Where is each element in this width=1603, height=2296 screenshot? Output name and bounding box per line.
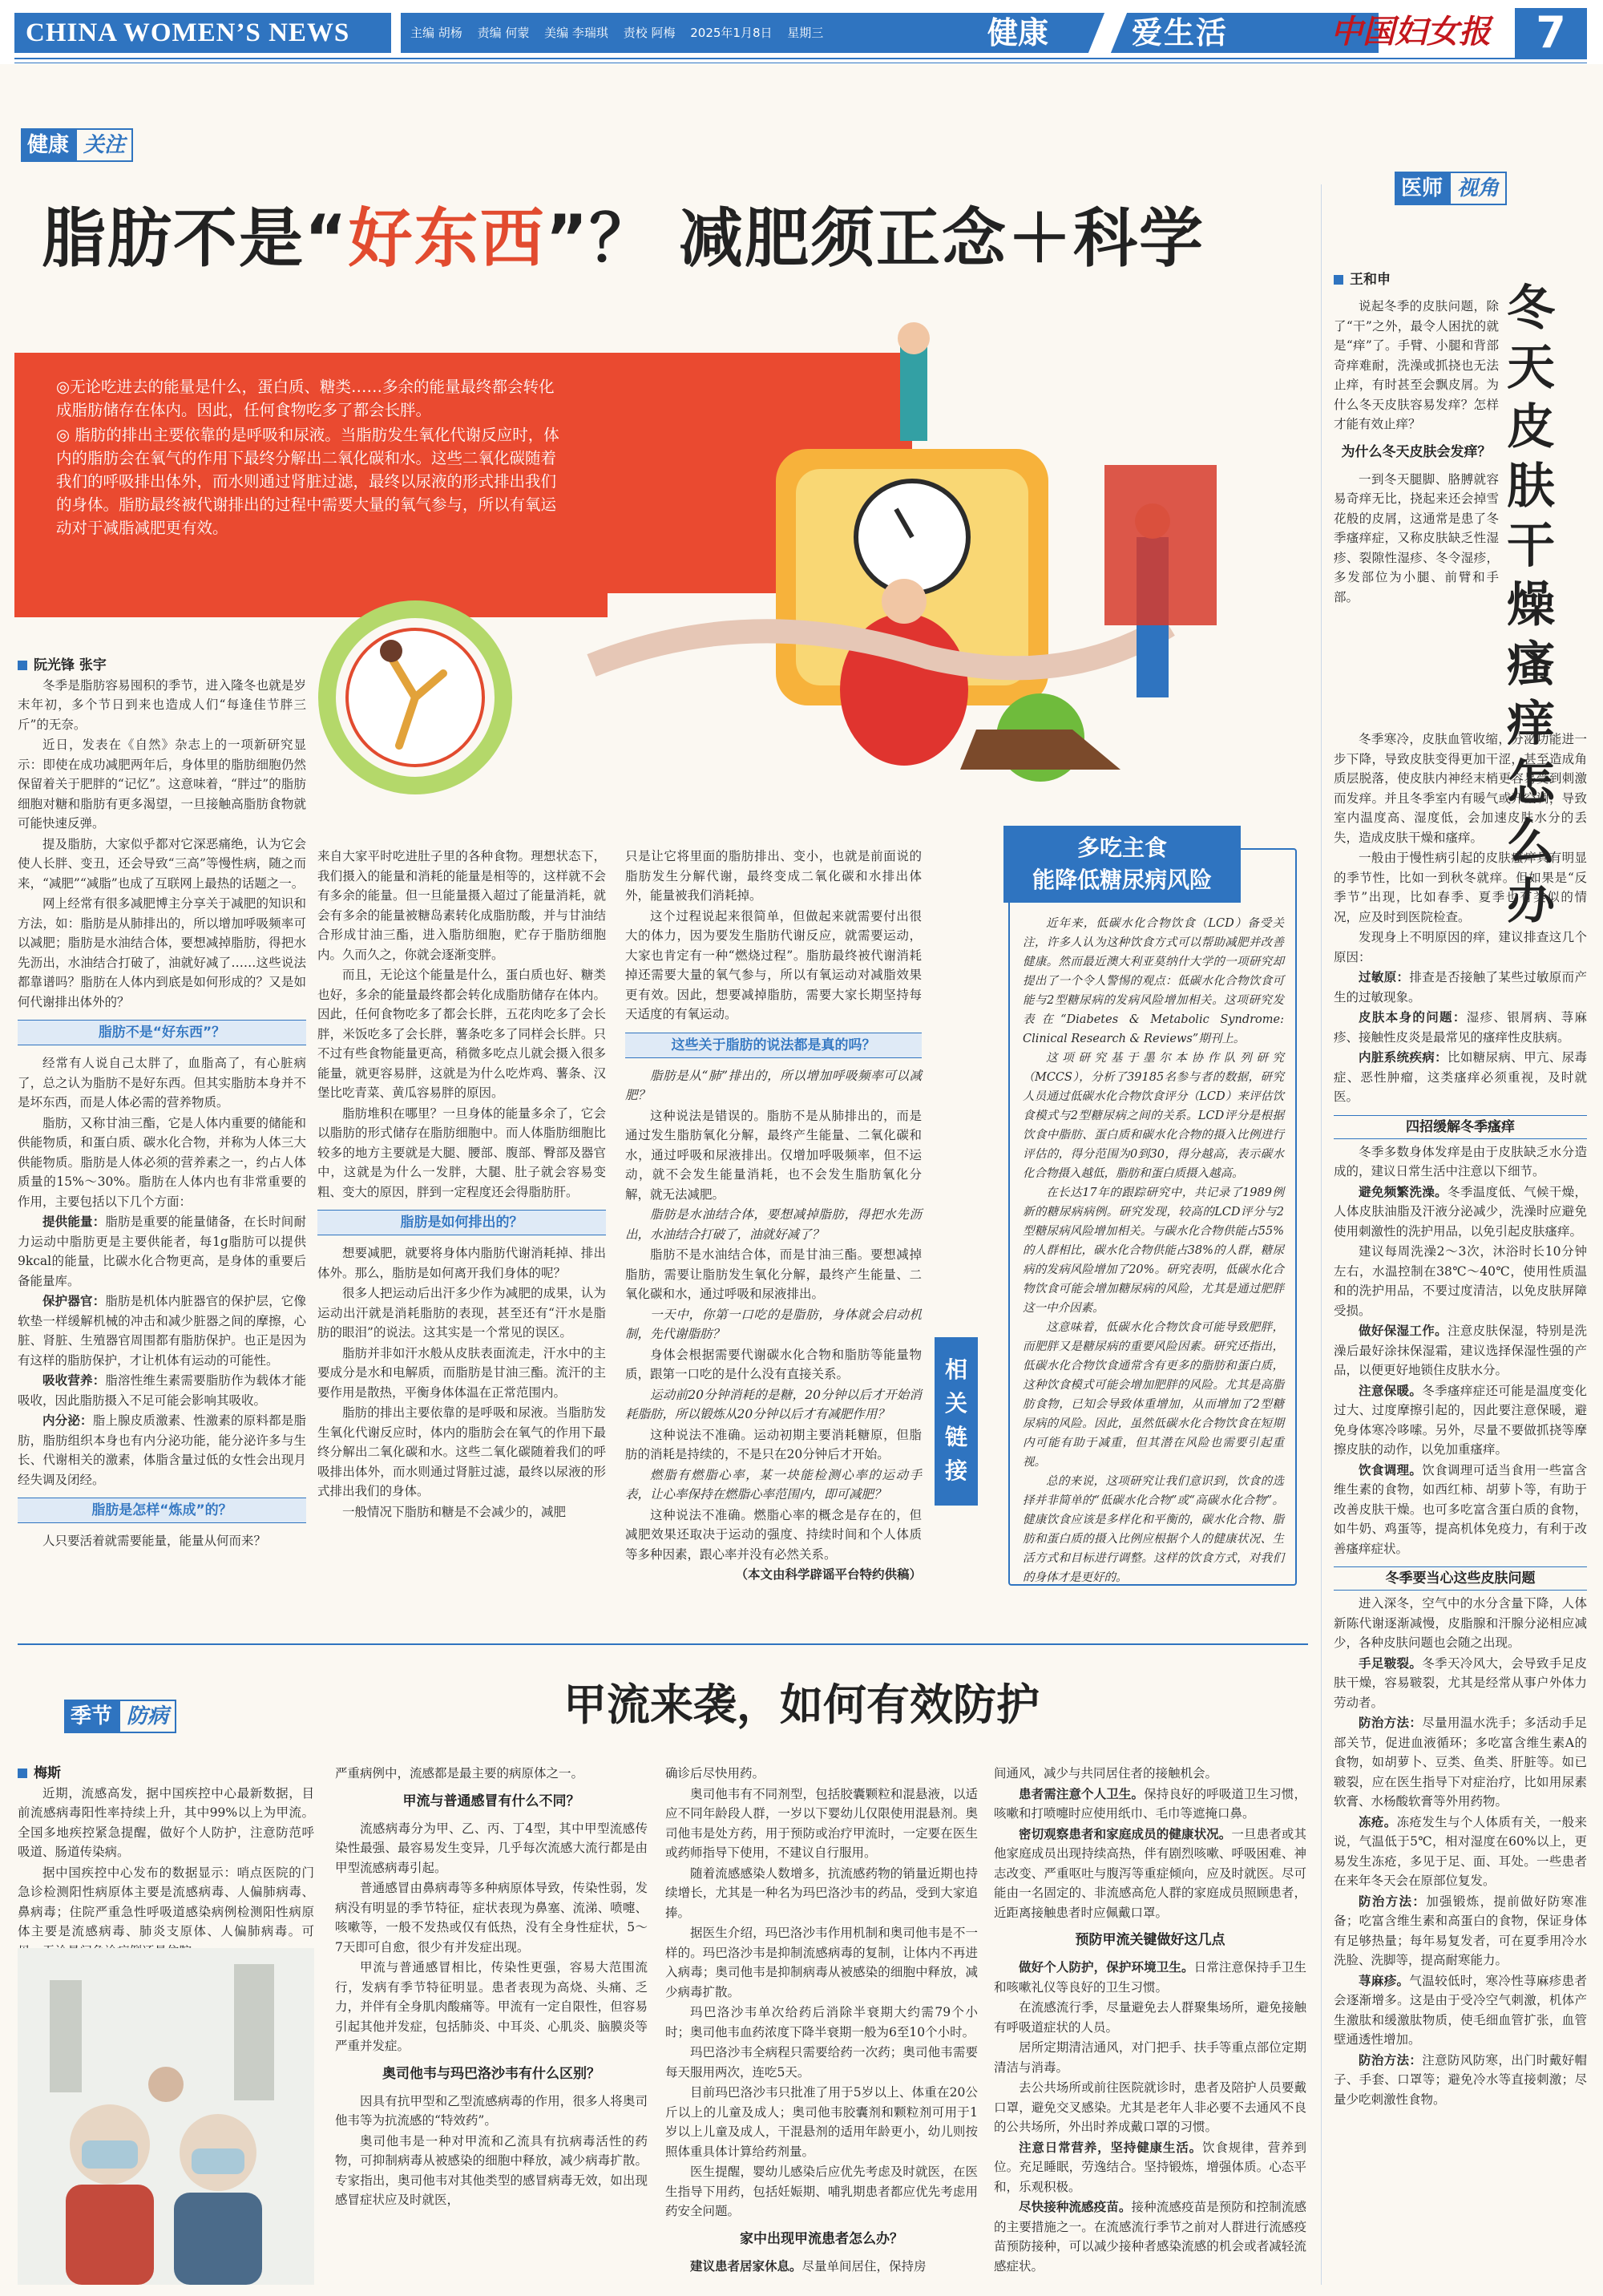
home-care-item (994, 1785, 1306, 1824)
cause-label: 内脏系统疾病： (1359, 1050, 1448, 1065)
role-item (18, 1411, 306, 1490)
paragraph: 一到冬天腿脚、胳膊就容易奇痒无比，挠起来还会掉雪花般的皮屑，这通常是患了冬季瘙痒症，又称皮肤缺乏性湿疹、裂隙性湿疹、冬令湿疹，多发部位为小腿、前臂和手部。 (1334, 471, 1499, 604)
tip-label: 注意保暖。 (1359, 1383, 1423, 1398)
paragraph: 一般情况下脂肪和糖是不会减少的，减肥 (342, 1504, 567, 1519)
sidebar-title-line-1: 多吃主食 (1076, 835, 1167, 861)
home-care-item (994, 1825, 1306, 1923)
prevention-label: 尽快接种流感疫苗。 (1019, 2200, 1132, 2214)
home-care-label: 患者需注意个人卫生。 (1019, 1786, 1145, 1801)
tag-word-1: 季节 (64, 1700, 119, 1733)
illustration-coat (66, 2185, 154, 2285)
prevention-label: 注意日常营养，坚持健康生活。 (1019, 2140, 1202, 2155)
cause-label: 皮肤本身的问题： (1359, 1010, 1467, 1025)
cause-text: 排查是否接触了某些过敏原而产生的过敏现象。 (1334, 970, 1587, 1004)
tip-item (1334, 1321, 1587, 1380)
cause-text: 比如糖尿病、甲亢、尿毒症、恶性肿瘤，这类瘙痒必须重视，及时就医。 (1334, 1050, 1587, 1104)
headline-part-1: 脂肪不是“ (42, 201, 349, 276)
subhead-winter-issues: 冬季要当心这些皮肤问题 (1334, 1566, 1587, 1591)
article2-column-tag (64, 1700, 176, 1733)
role-text: 脂上腺皮质激素、性激素的原料都是脂肪，脂肪组织本身也有内分泌功能，能分泌许多与生长、代谢相关的激素，体脂含量过低的女性会出现月经失调及闭经。 (18, 1413, 306, 1487)
role-label: 内分泌： (42, 1413, 93, 1428)
paragraph: 近期，流感高发，据中国疾控中心最新数据，目前流感病毒阳性率持续上升，其中99%以上为甲流。全国多地疾控紧急提醒，做好个人防护，注意防范呼吸道、肠道传染病。 (18, 1785, 314, 1859)
prevention-item (994, 1958, 1306, 1997)
issue-text: 加强锻炼，提前做好防寒准备；吃富含维生素和高蛋白的食物，保证身体有足够热量；每年易复发者，可在夏季用冷水洗脸、洗脚等，提高耐寒能力。 (1334, 1894, 1587, 1967)
illustration-coat (174, 2193, 262, 2285)
myth-question: 脂肪是水油结合体，要想减掉脂肪，得把水先沥出，水油结合打破了，油就好减了？ (625, 1207, 922, 1242)
paragraph: 近年来，低碳水化合物饮食（LCD）备受关注，许多人认为这种饮食方式可以帮助减肥并改善健康。然而最近澳大利亚莫纳什大学的一项研究却提出了一个令人警惕的观点：低碳水化合物饮食可能与2型糖尿病的发病风险增加相关。这项研究发表在“Diabetes & Metabolic Syndrome: Clinical Research & Reviews”期刊上。 (1023, 917, 1284, 1045)
myth-answer: 这种说法不准确。运动初期主要消耗糖原，但脂肪的消耗是持续的，不是只在20分钟后才开始。 (625, 1427, 922, 1461)
header-meta (401, 13, 978, 53)
subhead-myths: 这些关于脂肪的说法都是真的吗？ (625, 1033, 922, 1058)
paragraph: 普通感冒由鼻病毒等多种病原体导致，传染性弱，发病没有明显的季节特征，症状表现为鼻塞、流涕、喷嚏、咳嗽等，一般不发热或仅有低热，没有全身性症状，5～7天即可自愈，很少有并发症出现。 (335, 1881, 648, 1954)
article2-column-4 (994, 1764, 1306, 2285)
paragraph: 脂肪的排出主要依靠的是呼吸和尿液。当脂肪发生氧化代谢反应时，体内的脂肪会在氧气的作用下最终分解出二氧化碳和水。这些二氧化碳随着我们的呼吸排出体外，而水则通过肾脏过滤，最终以尿液的形式排出我们的身体。 (317, 1405, 606, 1498)
paragraph: 提及脂肪，大家似乎都对它深恶痛绝，认为它会使人长胖、变丑，还会导致“三高”等慢性病，随之而来，“减肥”“减脂”也成了互联网上最热的话题之一。 (18, 836, 306, 891)
meta-editor: 主编 胡杨 (410, 26, 462, 40)
illustration-mask (192, 2148, 244, 2174)
sidebar-body (1023, 914, 1284, 1584)
paragraph: 网上经常有很多减肥博主分享关于减肥的知识和方法，如：脂肪是从肺排出的，所以增加呼吸频率可以减肥；脂肪是水油结合体，要想减掉脂肪，得把水先沥出，水油结合打破了，油就好减了……这些说法都靠谱吗？脂肪在人体内到底是如何形成的？又是如何代谢排出体外的？ (18, 896, 306, 1009)
subhead-how-formed: 脂肪是怎样“炼成”的？ (18, 1498, 306, 1523)
tip-text: 冬季瘙痒症还可能是温度变化过大、过度摩擦引起的，因此要注意保暖，避免身体寒冷哆嗦。另外，尽量不要做抓挠等摩擦皮肤的动作，以免加重瘙痒。 (1334, 1383, 1587, 1457)
home-care-text: 尽量单间居住，保持房 (802, 2258, 927, 2274)
issue-text: 冬季天冷风大，会导致手足皮肤干燥，容易皲裂，尤其是经常从事户外体力劳动者。 (1334, 1655, 1587, 1710)
section-rule (18, 1643, 1308, 1645)
prevention-item (994, 2138, 1306, 2197)
issue-label: 防治方法： (1359, 1894, 1427, 1909)
issue-label: 防治方法： (1359, 2052, 1423, 2068)
intro-point-2: ◎ 脂肪的排出主要依靠的是呼吸和尿液。当脂肪发生氧化代谢反应时，体内的脂肪会在氧气的作用下最终分解出二氧化碳和水。这些二氧化碳随着我们的呼吸排出体外，而水则通过肾脏过滤，最终以尿液的形式排出我们的身体。脂肪最终被代谢排出的过程中需要大量的氧气参与，所以有氧运动对于减脂减肥更有效。 (56, 426, 559, 537)
home-care-text: 一旦患者或其他家庭成员出现持续高热，伴有剧烈咳嗽、呼吸困难、神志改变、严重呕吐与腹泻等重症倾向，应及时就医。尽可能由一名固定的、非流感高危人群的家庭成员照顾患者，近距离接触患者时应佩戴口罩。 (994, 1826, 1306, 1920)
issue-text: 注意防风防寒，出门时戴好帽子、手套、口罩等；避免冷水等直接刺激；尽量少吃刺激性食物。 (1334, 2052, 1587, 2107)
paragraph: 冬季是脂肪容易囤积的季节，进入隆冬也就是岁末年初，多个节日到来也造成人们“每逢佳节胖三斤”的无奈。 (18, 677, 306, 732)
tip-item (1334, 1242, 1587, 1320)
article2-column-1 (18, 1764, 314, 1940)
prevention-text: 接种流感疫苗是预防和控制流感的主要措施之一。在流感流行季节之前对人群进行流感疫苗预防接种，可以减少接种者感染流感的机会或者减轻流感症状。 (994, 2200, 1306, 2274)
subhead-why-itch: 为什么冬天皮肤会发痒？ (1341, 443, 1492, 460)
right-headline: 冬天皮肤干燥瘙痒怎么办 (1507, 281, 1555, 930)
hero-wheelbarrow (960, 730, 1120, 770)
issue-text: 冻疮发生与个人体质有关，一般来说，气温低于5℃，相对湿度在60%以上，更易发生冻疮，多见于足、面、耳处。一些患者在来年冬天会在原部位复发。 (1334, 1814, 1587, 1888)
article2-column-3 (665, 1764, 978, 2285)
article2-byline: 梅斯 (18, 1764, 314, 1784)
issue-item (1334, 1971, 1587, 2050)
paragraph: 人只要活着就需要能量，能量从何而来？ (42, 1534, 267, 1548)
issue-item (1334, 1713, 1587, 1812)
paragraph: 奥司他韦是一种对甲流和乙流具有抗病毒活性的药物，可抑制病毒从被感染的细胞中释放，减少病毒扩散。专家指出，奥司他韦对其他类型的感冒病毒无效，如出现感冒症状应及时就医， (335, 2133, 648, 2207)
role-label: 吸收营养： (42, 1373, 106, 1388)
right-column-top (1334, 297, 1499, 730)
tag-word-2: 关注 (75, 128, 133, 162)
tip-text: 建议每周洗澡2～3次，沐浴时长10分钟左右，水温控制在38℃～40℃，使用性质温和的洗护用品，不要过度清洁，以免皮肤屏障受损。 (1334, 1244, 1587, 1318)
article1-column-1 (18, 656, 306, 1578)
meta-weekday: 星期三 (787, 26, 824, 40)
article2-illustration (18, 1948, 314, 2285)
tip-label: 饮食调理。 (1359, 1462, 1423, 1477)
home-care-label: 建议患者居家休息。 (690, 2258, 802, 2274)
cause-label: 过敏原： (1359, 970, 1410, 984)
tag-word-2: 视角 (1449, 172, 1507, 205)
hero-doctor-top (900, 345, 927, 441)
paragraph: 经常有人说自己太胖了，血脂高了，有心脏病了，总之认为脂肪不是好东西。但其实脂肪本身并不是坏东西，而是人体必需的营养物质。 (18, 1056, 306, 1110)
home-care-text: 保持良好的呼吸道卫生习惯，咳嗽和打喷嚏时应使用纸巾、毛巾等遮掩口鼻。 (994, 1786, 1306, 1821)
article1-intro (56, 375, 569, 541)
paragraph: 冬季寒冷，皮肤血管收缩，分泌功能进一步下降，导致皮肤变得更加干涩，甚至造成角质层脱落，使皮肤内神经末梢更容易受到刺激而发痒。并且冬季室内有暖气或开空调，导致室内温度高、湿度低，会加速皮肤水分的丢失，造成皮肤干燥和瘙痒。 (1334, 732, 1587, 845)
tip-label: 避免频繁洗澡。 (1359, 1184, 1448, 1199)
tip-text: 冬季温度低、气候干燥，人体皮肤油脂及汗液分泌减少，洗澡时应避免使用刺激性的洗护用品，以免引起皮肤瘙痒。 (1334, 1184, 1587, 1239)
hero-runner-head (380, 640, 402, 662)
issue-text: 尽量用温水洗手；多活动手足部关节，促进血液循环；多吃富含维生素A的食物，如胡萝卜、豆类、鱼类、肝脏等。如已皲裂，应在医生指导下对症治疗，比如用尿素软膏、水杨酸软膏等外用药物。 (1334, 1716, 1587, 1809)
meta-date: 2025年1月8日 (690, 26, 773, 40)
issue-label: 荨麻疹。 (1359, 1973, 1410, 1988)
article2-headline: 甲流来袭，如何有效防护 (563, 1680, 1040, 1730)
role-item (18, 1371, 306, 1410)
paragraph: 玛巴洛沙韦全病程只需要给药一次药；奥司他韦需要每天服用两次，连吃5天。 (665, 2045, 978, 2080)
prevention-item (994, 2078, 1306, 2137)
article1-column-tag (21, 128, 133, 162)
illustration-child-face (148, 2067, 184, 2102)
tip-label: 做好保湿工作。 (1359, 1324, 1448, 1338)
subhead-four-tips: 四招缓解冬季瘙痒 (1334, 1115, 1587, 1139)
role-text: 脂溶性维生素需要脂肪作为载体才能吸收，因此脂肪摄入不足可能会影响其吸收。 (18, 1373, 306, 1408)
article1-source: （本文由科学辟谣平台特约供稿） (735, 1567, 922, 1582)
paragraph: 目前玛巴洛沙韦只批准了用于5岁以上、体重在20公斤以上的儿童及成人；奥司他韦胶囊剂和颗粒剂可用于1岁以上儿童及成人，干混悬剂的适用年龄更小，幼儿则按照体重具体计算给药剂量。 (665, 2085, 978, 2159)
hero-person-head (882, 579, 927, 624)
issue-label: 冻疮。 (1359, 1814, 1397, 1829)
paragraph: 近日，发表在《自然》杂志上的一项新研究显示：即使在成功减肥两年后，身体里的脂肪细胞仍然保留着关于肥胖的“记忆”。这意味着，“胖过”的脂肪细胞对糖和脂肪有更多渴望，一旦接触高脂肪食物就可能快速反弹。 (18, 738, 306, 831)
article1-byline: 阮光锋 张宇 (18, 656, 306, 676)
prevention-item (994, 2038, 1306, 2077)
paragraph: 这个过程说起来很简单，但做起来就需要付出很大的体力，因为要发生脂肪代谢反应，就需要运动，大家也肯定有一种“燃烧过程”。脂肪最终被代谢消耗掉还需要大量的氧气参与，所以有氧运动对减脂效果更有效。因此，想要减掉脂肪，需要大家长期坚持每天适度的有氧运动。 (625, 908, 922, 1021)
paragraph: 甲流与普通感冒相比，传染性更强，容易大范围流行，发病有季节特征明显。患者表现为高烧、头痛、乏力，并伴有全身肌肉酸痛等。甲流有一定自限性，但容易引起其他并发症，包括肺炎、中耳炎、心肌炎、脑膜炎等严重并发症。 (335, 1960, 648, 2053)
issue-item (1334, 1654, 1587, 1713)
tip-item (1334, 1461, 1587, 1559)
role-item (18, 1212, 306, 1291)
paragraph: 间通风，减少与共同居住者的接触机会。 (994, 1766, 1218, 1781)
issue-item (1334, 1813, 1587, 1891)
paper-logo: 中国妇女报 (1330, 13, 1491, 51)
header-rule (14, 58, 1587, 59)
paragraph: 脂肪并非如汗水般从皮肤表面流走，汗水中的主要成分是水和电解质，而脂肪是甘油三酯。流汗的主要作用是散热，平衡身体体温在正常范围内。 (317, 1345, 606, 1400)
article1-column-3 (625, 847, 922, 1582)
paragraph: 据中国疾控中心发布的数据显示：哨点医院的门急诊检测阳性病原体主要是流感病毒、人偏肺病毒、鼻病毒；住院严重急性呼吸道感染病例检测阳性病原体主要是流感病毒、肺炎支原体、人偏肺病毒。可 (18, 1865, 314, 1938)
paragraph: 而且，无论这个能量是什么，蛋白质也好、糖类也好，多余的能量最终都会转化成脂肪储存在体内。因此，任何食物吃多了都会长胖，五花肉吃多了会长胖，米饭吃多了会长胖，薯条吃多了同样会长胖。只不过有些食物能量更高，稍微多吃点儿就会摄入很多能量，就更容易胖，这就是为什么吃炸鸡、薯条、汉堡比吃青菜、黄瓜容易胖的原因。 (317, 968, 606, 1100)
paragraph: 据医生介绍，玛巴洛沙韦作用机制和奥司他韦是不一样的。玛巴洛沙韦是抑制流感病毒的复制，让体内不再进入病毒；奥司他韦是抑制病毒从被感染的细胞中释放，减少病毒扩散。 (665, 1926, 978, 1999)
paragraph: 脂肪，又称甘油三酯，它是人体内重要的储能和供能物质，和蛋白质、碳水化合物，并称为人体三大供能物质。脂肪是人体必须的营养素之一，约占人体质量的15%～30%。脂肪在人体内也有非常重要的作用，主要包括以下几个方面： (18, 1115, 306, 1209)
myth-question: 脂肪是从“肺”排出的，所以增加呼吸频率可以减肥？ (625, 1068, 922, 1102)
meta-duty-editor: 责编 何蒙 (477, 26, 530, 40)
paragraph: 一般由于慢性病引起的皮肤瘙痒具有明显的季节性，比如一到秋冬就痒。但如果是“反季节”出现，比如春季、夏季也有类似的情况，应及时到医院检查。 (1334, 851, 1587, 924)
subhead-not-bad: 脂肪不是“好东西”？ (18, 1020, 306, 1045)
paragraph: 确诊后尽快用药。 (665, 1766, 765, 1781)
cause-item (1334, 1048, 1587, 1107)
subhead-prevention: 预防甲流关键做好这几点 (1075, 1932, 1225, 1948)
article2-column-2 (335, 1764, 648, 2285)
prevention-text: 居所定期清洁通风，对门把手、扶手等重点部位定期清洁与消毒。 (994, 2040, 1306, 2075)
tip-item (1334, 1182, 1587, 1242)
paragraph: 总的来说，这项研究让我们意识到，饮食的选择并非简单的“低碳水化合物”或“高碳水化合物”。健康饮食应该是多样化和平衡的，碳水化合物、脂肪和蛋白质的摄入比例应根据个人的健康状况、生活方式和目标进行调整。这样的饮食方式，对我们的身体才是更好的。 (1023, 1475, 1284, 1584)
paragraph: 流感病毒分为甲、乙、丙、丁4型，其中甲型流感传染性最强、最容易发生变异，几乎每次流感大流行都是由甲型流感病毒引起。 (335, 1821, 648, 1875)
paper-name-english: CHINA WOMEN’S NEWS (14, 13, 391, 53)
issue-item (1334, 1892, 1587, 1971)
paragraph: 这意味着，低碳水化合物饮食可能导致肥胖，而肥胖又是糖尿病的重要风险因素。研究还指出，低碳水化合物饮食通常含有更多的脂肪和蛋白质，这种饮食模式可能会增加肥胖的风险。尤其是高脂肪食物，已知会导致体重增加，从而增加了2型糖尿病的风险。因此，虽然低碳水化合物饮食在短期内可能有助于减重，但其潜在风险也需要引起重视。 (1023, 1321, 1284, 1469)
home-care-item (665, 2257, 978, 2277)
myth-question: 一天中，你第一口吃的是脂肪，身体就会启动机制，先代谢脂肪？ (625, 1307, 922, 1341)
meta-proofreader: 责校 阿梅 (623, 26, 676, 40)
hero-doctor-head (898, 322, 930, 354)
prevention-text: 去公共场所或前往医院就诊时，患者及陪护人员要戴口罩，避免交叉感染。尤其是老年人非必要不去通风不良的公共场所，外出时养成戴口罩的习惯。 (994, 2080, 1306, 2134)
issue-label: 手足皲裂。 (1359, 1655, 1423, 1671)
home-care-label: 密切观察患者和家庭成员的健康状况。 (1019, 1826, 1232, 1841)
article1-headline (42, 199, 1292, 279)
subhead-family-patient: 家中出现甲流患者怎么办？ (740, 2230, 903, 2247)
tag-word-1: 健康 (21, 128, 75, 162)
article1-column-2 (317, 847, 606, 1578)
right-byline: 王和申 (1334, 268, 1391, 288)
prevention-item (994, 2197, 1306, 2276)
issue-label: 防治方法： (1359, 1716, 1423, 1730)
myth-question: 燃脂有燃脂心率，某一块能检测心率的运动手表，让心率保持在燃脂心率范围内，即可减肥？ (625, 1467, 922, 1502)
prevention-text: 日常注意保持手卫生和咳嗽礼仪等良好的卫生习惯。 (994, 1960, 1306, 1995)
section-health: 健康 (987, 15, 1049, 51)
tag-word-2: 防病 (119, 1700, 176, 1733)
prevention-text: 在流感流行季，尽量避免去人群聚集场所，避免接触有呼吸道症状的人员。 (994, 2000, 1306, 2035)
paragraph: 在长达17年的跟踪研究中，共记录了1989例新的糖尿病病例。研究发现，较高的LCD评分与2型糖尿病风险增加相关。与碳水化合物供能占55%的人群相比，碳水化合物供能占38%的人群，糖尿病的发病风险增加了20%。研究表明，低碳水化合物饮食可能会增加糖尿病的风险，尤其是通过肥胖这一中介因素。 (1023, 1186, 1284, 1315)
meta-art-editor: 美编 李瑞琪 (544, 26, 608, 40)
section-life: 爱生活 (1132, 15, 1229, 51)
tag-word-1: 医师 (1395, 172, 1449, 205)
subhead-how-excreted: 脂肪是如何排出的？ (317, 1210, 606, 1235)
paragraph: 医生提醒，婴幼儿感染后应优先考虑及时就医，在医生指导下用药，包括妊娠期、哺乳期患者都应优先考虑用药安全问题。 (665, 2165, 978, 2218)
paragraph: 发现身上不明原因的痒，建议排查这几个原因： (1334, 930, 1587, 964)
headline-highlight: 好东西 (348, 201, 546, 276)
right-column-main (1334, 730, 1587, 2285)
sidebar-title (1003, 826, 1241, 903)
paragraph: 来自大家平时吃进肚子里的各种食物。理想状态下，我们摄入的能量和消耗的能量是相等的，这样就不会有多余的能量。但一旦能量摄入超过了能量消耗，就会有多余的能量被糖岛素转化成脂肪酸，并与甘油结合形成甘油三酯，进入脂肪细胞，贮存于脂肪细胞内。久而久之，你就会逐渐变胖。 (317, 849, 606, 962)
myth-answer: 这种说法不准确。燃脂心率的概念是存在的，但减肥效果还取决于运动的强度、持续时间和个人体质等多种因素，跟心率并没有必然关系。 (625, 1507, 922, 1562)
role-text: 脂肪是机体内脏器官的保护层，它像软垫一样缓解机械的冲击和减少脏器之间的摩擦，心脏、肾脏、生殖器官周围都有脂肪保护。也正是因为有这样的脂肪保护，才让机体有运动的可能性。 (18, 1294, 306, 1368)
paragraph: 说起冬季的皮肤问题，除了“干”之外，最令人困扰的就是“痒”了。手臂、小腿和背部奇痒难耐，洗澡或抓挠也无法止痒，有时甚至会飘皮屑。为什么冬天皮肤容易发痒？怎样才能有效止痒？ (1334, 299, 1499, 431)
hero-red-banner-tail (14, 593, 608, 617)
tip-text: 注意皮肤保湿，特别是洗澡后最好涂抹保湿霜，建议选择保湿性强的产品，以便更好地锁住皮肤水分。 (1334, 1324, 1587, 1377)
paragraph: 这项研究基于墨尔本协作队列研究（MCCS），分析了39185名参与者的数据，研究人员通过低碳水化合物饮食评分（LCD）来评估饮食模式与2型糖尿病之间的关系。LCD评分是根据饮食中脂肪、蛋白质和碳水化合物的摄入比例进行评估的，得分范围为0到30，得分越高，表示碳水化合物摄入越低，脂肪和蛋白质摄入越高。 (1023, 1052, 1284, 1180)
subhead-drugs: 奥司他韦与玛巴洛沙韦有什么区别？ (382, 2065, 600, 2082)
cause-item (1334, 968, 1587, 1007)
myth-answer: 这种说法是错误的。脂肪不是从肺排出的，而是通过发生脂肪氧化分解，最终产生能量、二氧化碳和水，通过呼吸和尿液排出。仅增加呼吸频率，但不运动，就不会发生能量消耗，也不会发生脂肪氧化分解，就无法减肥。 (625, 1108, 922, 1202)
paragraph: 冬季多数身体发痒是由于皮肤缺乏水分造成的，建议日常生活中注意以下细节。 (1334, 1144, 1587, 1178)
paragraph: 进入深冬，空气中的水分含量下降，人体新陈代谢逐渐减慢，皮脂腺和汗腺分泌相应减少，各种皮肤问题也会随之出现。 (1334, 1596, 1587, 1650)
prevention-label: 做好个人防护，保护环境卫生。 (1019, 1960, 1194, 1975)
sidebar-tab-label: 相关链接 (935, 1337, 978, 1506)
role-text: 脂肪是重要的能量储备，在长时间耐力运动中脂肪更是主要供能者，每1g脂肪可以提供9kcal的能量，比碳水化合物更高，是身体的重要后备能量库。 (18, 1215, 306, 1288)
issue-text: 气温较低时，寒冷性荨麻疹患者会逐渐增多。这是由于受冷空气刺激，机体产生激肽和缓激肽物质，使毛细血管扩张，血管壁通透性增加。 (1334, 1973, 1587, 2047)
hero-footprints-strip (1104, 465, 1217, 625)
paragraph: 想要减肥，就要将身体内脂肪代谢消耗掉、排出体外。那么，脂肪是如何离开我们身体的呢？ (317, 1246, 606, 1280)
illustration-building (50, 1980, 82, 2092)
illustration-building (234, 1964, 274, 2100)
headline-part-2: ”？ 减肥须正念＋科学 (545, 201, 1205, 276)
intro-point-1: ◎无论吃进去的能量是什么，蛋白质、糖类……多余的能量最终都会转化成脂肪储存在体内。因此，任何食物吃多了都会长胖。 (56, 378, 555, 419)
role-item (18, 1292, 306, 1370)
paragraph: 严重病例中，流感都是最主要的病原体之一。 (335, 1766, 584, 1781)
paragraph: 玛巴洛沙韦单次给药后消除半衰期大约需79个小时；奥司他韦血药浓度下降半衰期一般为6至10个小时。 (665, 2005, 978, 2039)
page-number: 7 (1515, 8, 1587, 58)
role-label: 提供能量： (42, 1215, 106, 1229)
subhead-flu-vs-cold: 甲流与普通感冒有什么不同？ (402, 1793, 580, 1809)
paragraph: 只是让它将里面的脂肪排出、变小，也就是前面说的脂肪发生分解代谢，最终变成二氧化碳和水排出体外，能量被我们消耗掉。 (625, 849, 922, 903)
tip-item (1334, 1381, 1587, 1460)
myth-question: 运动前20分钟消耗的是糖，20分钟以后才开始消耗脂肪，所以锻炼从20分钟以后才有减肥作用？ (625, 1387, 922, 1421)
paragraph: 很多人把运动后出汗多少作为减肥的成果，认为运动出汗就是消耗脂肪的表现，甚至还有“汗水是脂肪的眼泪”的说法。这其实是一个常见的误区。 (317, 1286, 606, 1340)
prevention-text: 饮食规律，营养到位。充足睡眠，劳逸结合。坚持锻炼，增强体质。心态平和，乐观积极。 (994, 2140, 1306, 2194)
issue-item (1334, 2051, 1587, 2110)
tip-text: 饮食调理可适当食用一些富含维生素的食物，如西红柿、胡萝卜等，有助于改善皮肤干燥。也可多吃富含蛋白质的食物，如牛奶、鸡蛋等，提高机体免疫力，有利于改善瘙痒症状。 (1334, 1462, 1587, 1556)
myth-answer: 脂肪不是水油结合体，而是甘油三酯。要想减掉脂肪，需要让脂肪发生氧化分解，最终产生能量、二氧化碳和水，通过呼吸和尿液排出。 (625, 1247, 922, 1301)
cause-item (1334, 1008, 1587, 1047)
paragraph: 因具有抗甲型和乙型流感病毒的作用，很多人将奥司他韦等为抗流感的“特效药”。 (335, 2093, 648, 2128)
right-column-tag (1395, 172, 1507, 205)
paragraph: 奥司他韦有不同剂型，包括胶囊颗粒和混悬液，以适应不同年龄段人群，一岁以下婴幼儿仅限使用混悬剂。奥司他韦是处方药，用于预防或治疗甲流时，一定要在医生或药师指导下使用，不建议自行服用。 (665, 1786, 978, 1860)
cause-text: 湿疹、银屑病、荨麻疹、接触性皮炎是最常见的瘙痒性皮肤病。 (1334, 1010, 1587, 1045)
illustration-mask (82, 2140, 138, 2169)
paragraph: 脂肪堆积在哪里？一旦身体的能量多余了，它会以脂肪的形式储存在脂肪细胞中。而人体脂肪细胞比较多的地方主要就是大腿、腰部、腹部、臀部及器官中，这就是为什么一发胖，大腿、肚子就会容易变粗、变大的原因，胖到一定程度还会得脂肪肝。 (317, 1106, 606, 1199)
paragraph: 随着流感感染人数增多，抗流感药物的销量近期也持续增长，尤其是一种名为玛巴洛沙韦的药品，受到大家追捧。 (665, 1866, 978, 1920)
prevention-item (994, 1998, 1306, 2037)
myth-answer: 身体会根据需要代谢碳水化合物和脂肪等能量物质，跟第一口吃的是什么没有直接关系。 (625, 1347, 922, 1381)
sidebar-title-line-2: 能降低糖尿病风险 (1032, 867, 1212, 893)
role-label: 保护器官： (42, 1294, 106, 1308)
